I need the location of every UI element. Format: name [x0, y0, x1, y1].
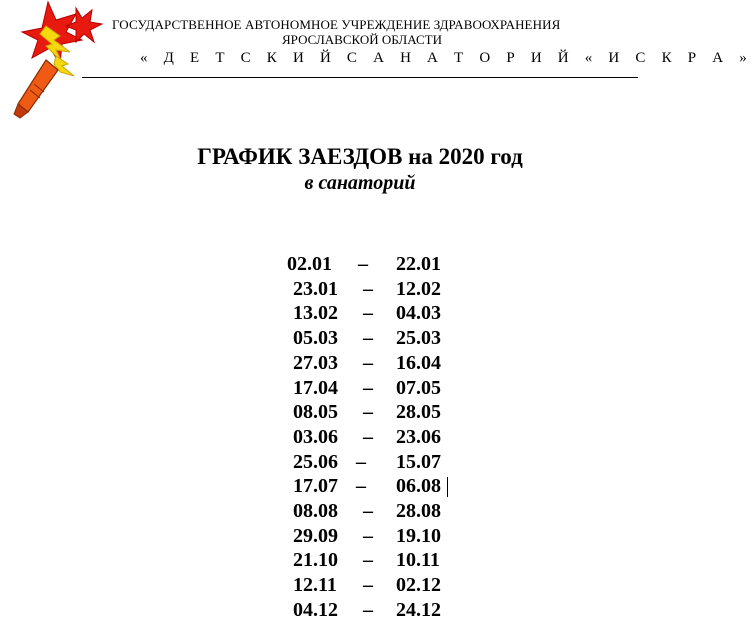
text-cursor: [447, 477, 448, 497]
date-separator: –: [356, 450, 366, 473]
sanatorium-logo: [10, 0, 110, 120]
org-name-line1: ГОСУДАРСТВЕННОЕ АВТОНОМНОЕ УЧРЕЖДЕНИЕ ЗДРАВООХРАНЕНИЯ: [112, 17, 561, 32]
arrival-date: 13.02: [293, 302, 338, 325]
arrival-date: 12.11: [293, 574, 337, 597]
departure-date: 04.03: [396, 302, 441, 325]
org-name-line2: ЯРОСЛАВСКОЙ ОБЛАСТИ: [282, 32, 442, 47]
departure-date: 10.11: [396, 549, 440, 572]
schedule-row: [0, 277, 685, 302]
schedule-row: [0, 474, 685, 499]
departure-date: 28.05: [396, 401, 441, 424]
arrival-date: 23.01: [293, 277, 338, 300]
schedule-row: [0, 524, 685, 549]
departure-date: 25.03: [396, 327, 441, 350]
schedule-row: [0, 548, 685, 573]
departure-date: 12.02: [396, 277, 441, 300]
departure-date: 06.08: [396, 475, 441, 498]
date-separator: –: [363, 376, 373, 399]
departure-date: 15.07: [396, 450, 441, 473]
arrival-date: 27.03: [293, 351, 338, 374]
date-separator: –: [363, 277, 373, 300]
arrival-date: 05.03: [293, 327, 338, 350]
departure-date: 07.05: [396, 376, 441, 399]
arrival-date: 17.07: [293, 475, 338, 498]
date-separator: –: [363, 598, 373, 621]
arrival-date: 08.05: [293, 401, 338, 424]
date-separator: –: [363, 524, 373, 547]
arrival-date: 25.06: [293, 450, 338, 473]
arrival-date: 04.12: [293, 598, 338, 621]
schedule-row: [0, 450, 685, 475]
page-title: ГРАФИК ЗАЕЗДОВ на 2020 год: [197, 144, 523, 169]
page-subtitle: в санаторий: [304, 172, 416, 194]
org-name-line3: « Д Е Т С К И Й С А Н А Т О Р И Й « И С К Р А »: [140, 50, 753, 66]
arrival-date: 29.09: [293, 524, 338, 547]
departure-date: 02.12: [396, 574, 441, 597]
departure-date: 28.08: [396, 500, 441, 522]
schedule-row: [0, 573, 685, 598]
date-separator: –: [363, 401, 373, 424]
date-separator: –: [356, 475, 366, 498]
header-divider: [82, 77, 638, 78]
date-separator: –: [363, 425, 373, 448]
departure-date: 16.04: [396, 351, 441, 374]
departure-date: 24.12: [396, 598, 441, 621]
date-separator: –: [363, 549, 373, 572]
departure-date: 19.10: [396, 524, 441, 547]
date-separator: –: [363, 302, 373, 325]
date-separator: –: [363, 327, 373, 350]
arrival-date: 03.06: [293, 425, 338, 448]
date-separator: –: [363, 351, 373, 374]
schedule-row: [0, 499, 685, 524]
schedule-row: [0, 351, 685, 376]
schedule-row: [0, 326, 685, 351]
schedule-row: [0, 376, 685, 401]
departure-date: 23.06: [396, 425, 441, 448]
arrival-date: 02.01: [287, 253, 332, 275]
rocket-icon: [14, 60, 58, 118]
schedule-row: [0, 301, 685, 326]
arrival-date: 21.10: [293, 549, 338, 572]
date-separator: –: [363, 500, 373, 522]
date-separator: –: [358, 253, 368, 275]
departure-date: 22.01: [396, 253, 441, 275]
arrival-date: 08.08: [293, 500, 338, 522]
arrival-date: 17.04: [293, 376, 338, 399]
schedule-row: [0, 425, 685, 450]
schedule-row: [0, 400, 685, 425]
schedule-row: [0, 252, 685, 277]
schedule-row: [0, 598, 685, 623]
date-separator: –: [363, 574, 373, 597]
